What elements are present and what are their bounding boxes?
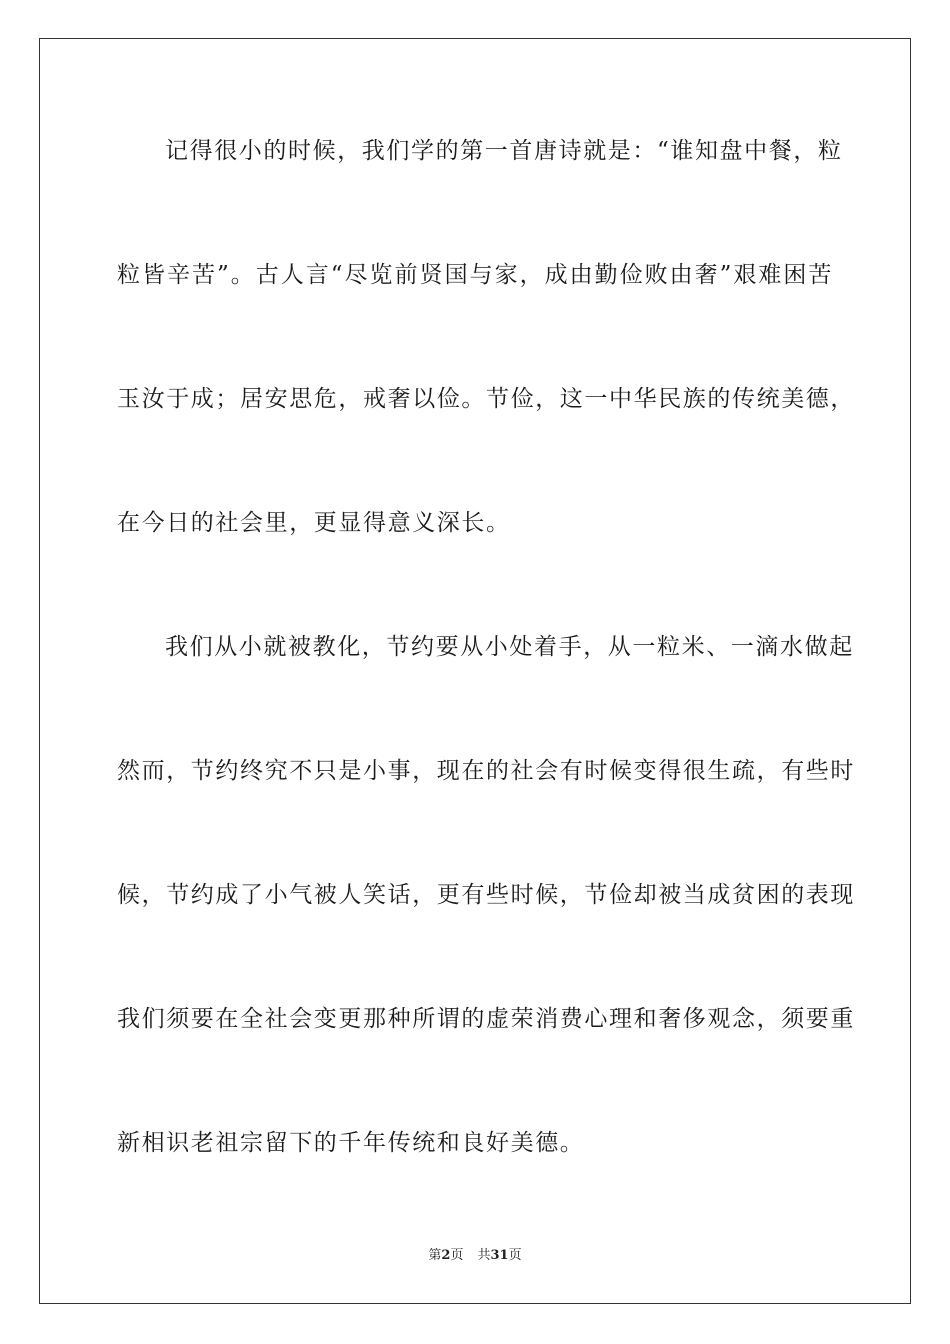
text-line: 我们从小就被教化，节约要从小处着手，从一粒米、一滴水做起 (165, 634, 854, 660)
page-frame (39, 38, 911, 1304)
text-line: 新相识老祖宗留下的千年传统和良好美德。 (117, 1130, 585, 1156)
text-line: 在今日的社会里，更显得意义深长。 (117, 510, 511, 536)
page-prefix: 第 (428, 1248, 442, 1263)
text-line: 我们须要在全社会变更那种所谓的虚荣消费心理和奢侈观念，须要重 (117, 1006, 855, 1032)
text-line: 粒皆辛苦”。古人言“尽览前贤国与家，成由勤俭败由奢”艰难困苦 (117, 262, 833, 288)
total-suffix: 页 (508, 1248, 522, 1263)
text-line: 玉汝于成；居安思危，戒奢以俭。节俭，这一中华民族的传统美德， (117, 386, 855, 412)
text-line: 记得很小的时候，我们学的第一首唐诗就是：“谁知盘中餐，粒 (165, 138, 843, 164)
text-line: 然而，节约终究不只是小事，现在的社会有时候变得很生疏，有些时 (117, 758, 855, 784)
page-number: 2 (441, 1248, 451, 1263)
page-suffix: 页 (450, 1248, 464, 1263)
text-line: 候，节约成了小气被人笑话，更有些时候，节俭却被当成贫困的表现 (117, 882, 855, 908)
total-pages: 31 (490, 1248, 509, 1263)
page-footer (0, 1247, 950, 1265)
total-prefix: 共 (477, 1248, 491, 1263)
